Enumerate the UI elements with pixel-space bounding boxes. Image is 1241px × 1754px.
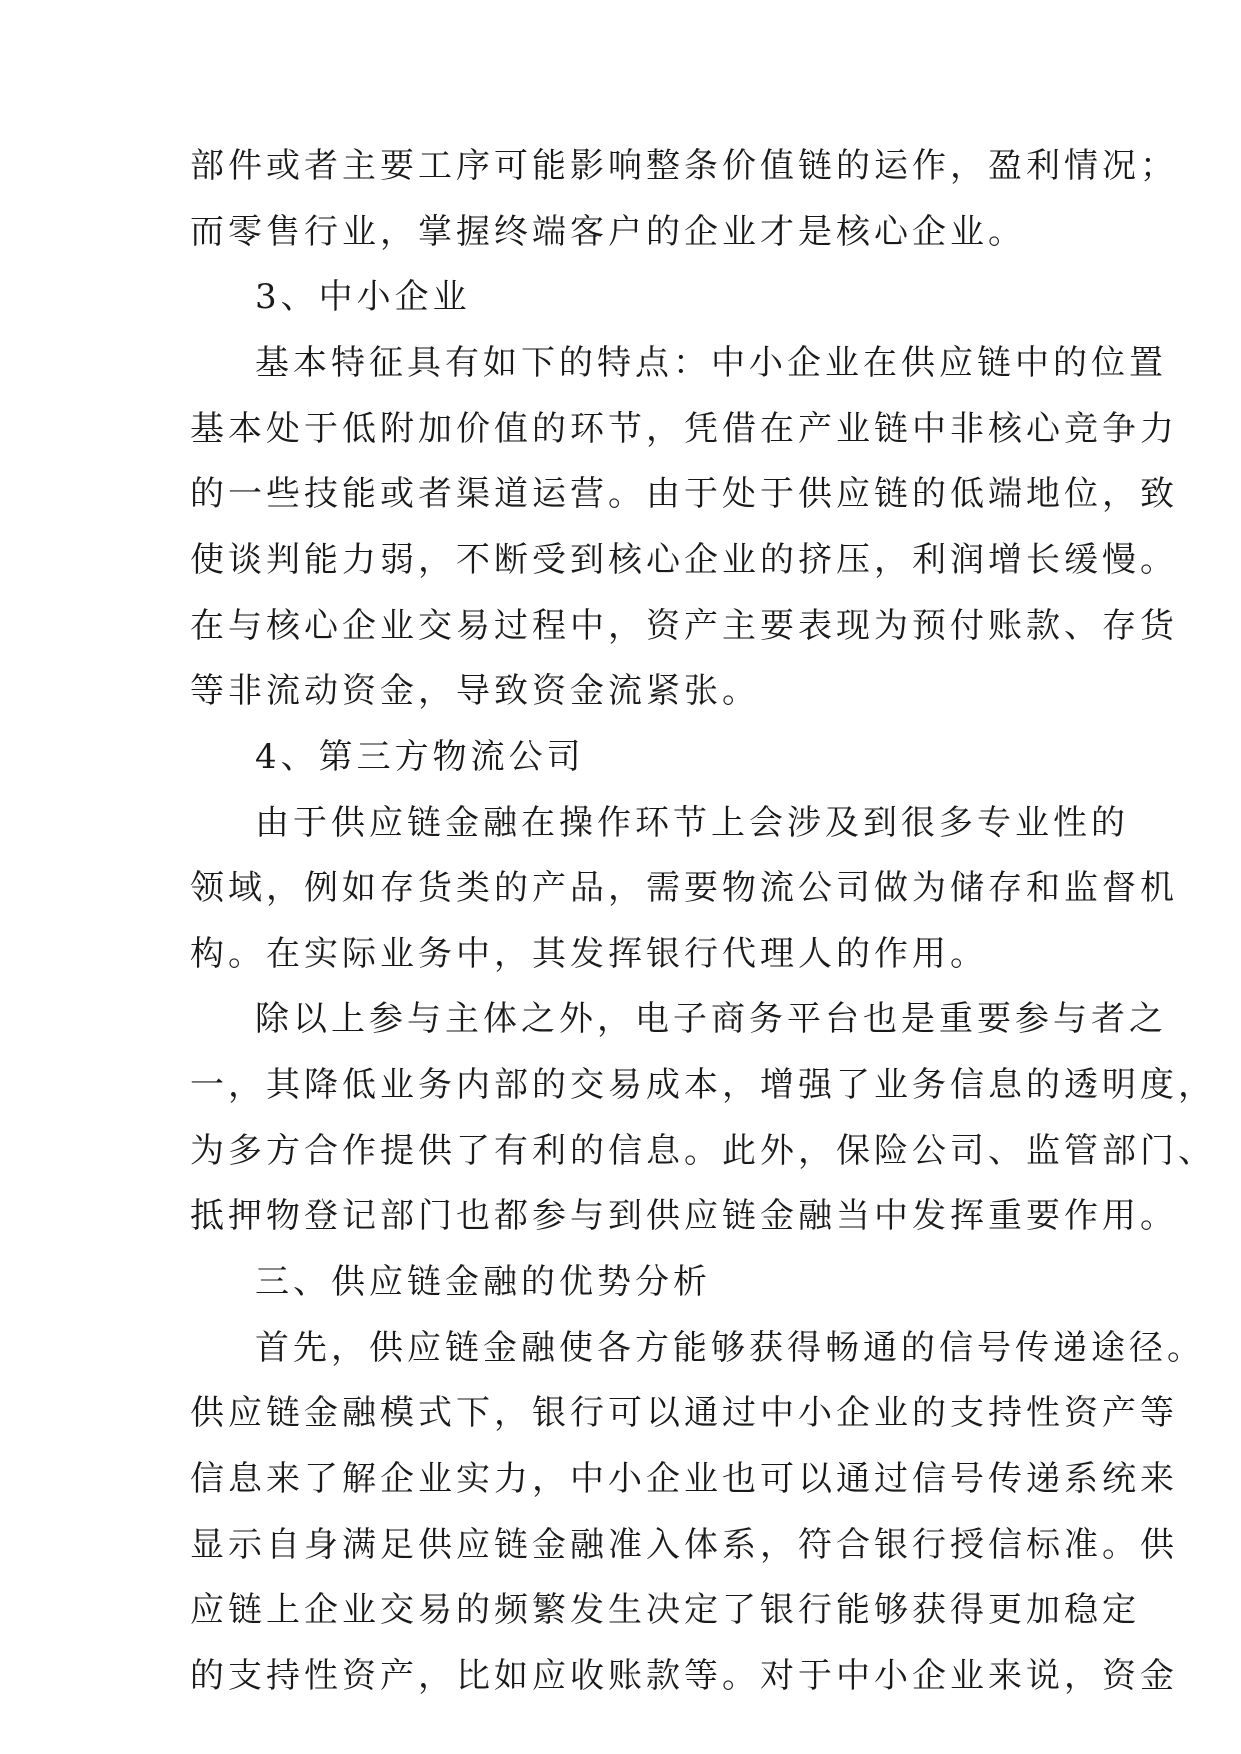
text-line: 而零售行业，掌握终端客户的企业才是核心企业。 bbox=[190, 211, 1026, 252]
text-line: 领域，例如存货类的产品，需要物流公司做为储存和监督机 bbox=[190, 868, 1178, 909]
text-line: 等非流动资金，导致资金流紧张。 bbox=[190, 671, 760, 712]
text-line: 除以上参与主体之外，电子商务平台也是重要参与者之 bbox=[255, 999, 1167, 1040]
text-line: 构。在实际业务中，其发挥银行代理人的作用。 bbox=[190, 933, 988, 974]
text-line: 首先，供应链金融使各方能够获得畅通的信号传递途径。 bbox=[255, 1327, 1205, 1368]
text-line: 基本特征具有如下的特点：中小企业在供应链中的位置 bbox=[255, 342, 1167, 383]
text-line: 供应链金融模式下，银行可以通过中小企业的支持性资产等 bbox=[190, 1393, 1178, 1434]
text-line: 信息来了解企业实力，中小企业也可以通过信号传递系统来 bbox=[190, 1459, 1178, 1500]
text-line: 在与核心企业交易过程中，资产主要表现为预付账款、存货 bbox=[190, 605, 1178, 646]
text-line: 一，其降低业务内部的交易成本，增强了业务信息的透明度， bbox=[190, 1065, 1216, 1106]
text-line: 为多方合作提供了有利的信息。此外，保险公司、监管部门、 bbox=[190, 1130, 1216, 1171]
section-heading: 三、供应链金融的优势分析 bbox=[255, 1262, 711, 1303]
text-line: 部件或者主要工序可能影响整条价值链的运作，盈利情况； bbox=[190, 146, 1178, 186]
text-line: 的支持性资产，比如应收账款等。对于中小企业来说，资金 bbox=[190, 1656, 1178, 1696]
text-line: 的一些技能或者渠道运营。由于处于供应链的低端地位，致 bbox=[190, 474, 1178, 515]
text-line: 由于供应链金融在操作环节上会涉及到很多专业性的 bbox=[255, 802, 1129, 843]
text-line: 应链上企业交易的频繁发生决定了银行能够获得更加稳定 bbox=[190, 1590, 1140, 1631]
section-heading: 3、中小企业 bbox=[255, 277, 471, 318]
text-line: 基本处于低附加价值的环节，凭借在产业链中非核心竞争力 bbox=[190, 408, 1178, 449]
text-line: 显示自身满足供应链金融准入体系，符合银行授信标准。供 bbox=[190, 1524, 1178, 1565]
text-line: 使谈判能力弱，不断受到核心企业的挤压，利润增长缓慢。 bbox=[190, 539, 1178, 580]
text-line: 抵押物登记部门也都参与到供应链金融当中发挥重要作用。 bbox=[190, 1196, 1178, 1237]
section-heading: 4、第三方物流公司 bbox=[255, 736, 585, 777]
